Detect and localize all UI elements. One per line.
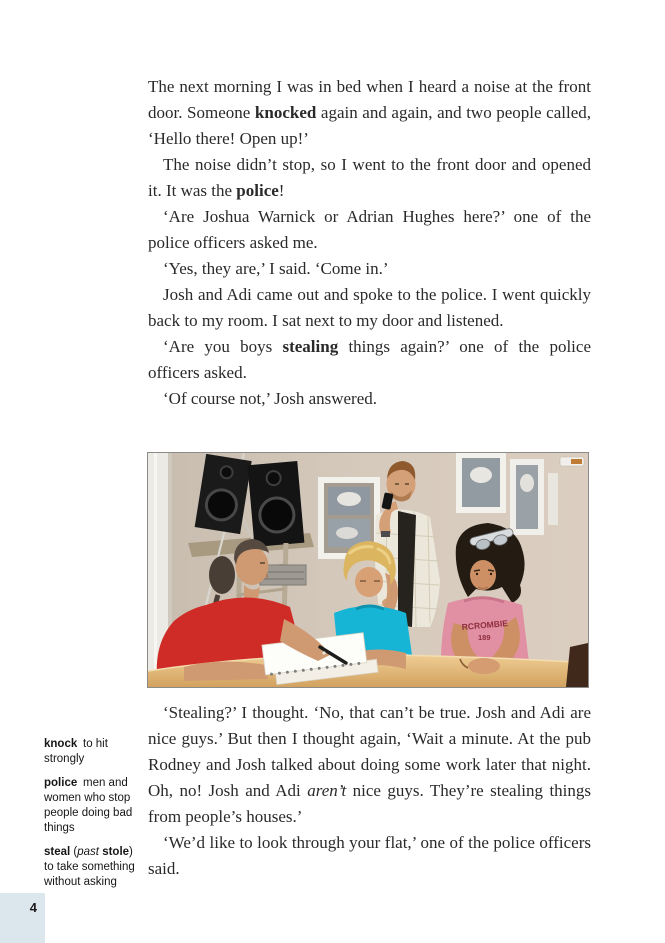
story-text-top [148, 74, 591, 412]
story-photo [147, 452, 589, 688]
story-paragraph: ‘Yes, they are,’ I said. ‘Come in.’ [163, 259, 389, 278]
photo-shirt-number: 189 [478, 633, 491, 642]
story-photo-illustration [148, 453, 588, 687]
story-text-bottom [148, 700, 591, 882]
glossary-entry: police men and women who stop people doing bad things [44, 777, 133, 834]
story-paragraph: ‘We’d like to look through your flat,’ one of the police officers said. [148, 833, 591, 878]
glossary-entry: knock to hit strongly [44, 738, 108, 765]
photo-wall-vent [560, 457, 584, 466]
story-paragraph: ‘Are you boys stealing things again?’ one of the police officers asked. [148, 337, 591, 382]
story-paragraph: The next morning I was in bed when I heard a noise at the front door. Someone knocked again and again, and two people called, ‘Hello there! Open up!’ [148, 77, 591, 148]
glossary-entry: steal (past stole) to take something without asking [44, 846, 135, 888]
page-number: 4 [29, 900, 37, 915]
story-paragraph: ‘Stealing?’ I thought. ‘No, that can’t be true. Josh and Adi are nice guys.’ But then I thought again, ‘Wait a minute. At the pub Rodney and Josh talked about doing some work later that night. Oh, no! Josh and Adi aren’t nice guys. They’re stealing things from people’s houses.’ [148, 703, 592, 826]
story-paragraph: The noise didn’t stop, so I went to the front door and opened it. It was the police! [148, 155, 591, 200]
photo-shirt-text: RCROMBIE [461, 617, 509, 632]
story-paragraph: Josh and Adi came out and spoke to the police. I went quickly back to my room. I sat next to my door and listened. [148, 285, 591, 330]
story-paragraph: ‘Are Joshua Warnick or Adrian Hughes here?’ one of the police officers asked me. [148, 207, 591, 252]
page-number-tab [0, 893, 45, 943]
glossary [44, 737, 145, 899]
story-paragraph: ‘Of course not,’ Josh answered. [163, 389, 378, 408]
